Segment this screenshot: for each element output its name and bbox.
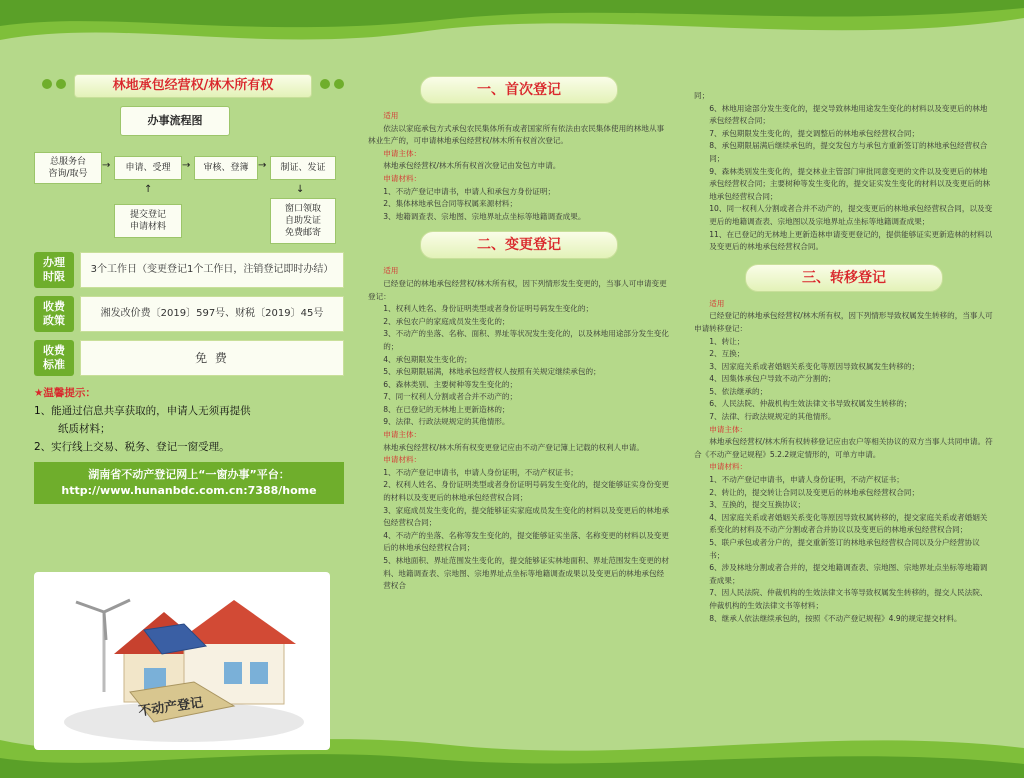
right-column [694, 90, 994, 625]
list-item: 1、不动产登记申请书，申请人和承包方身份证明； [383, 186, 556, 196]
paragraph: 林地承包经营权/林木所有权转移登记应由农户等相关协议的双方当事人共同申请。符合《不动产登记规程》5.2.2规定情形的，可单方申请。 [694, 437, 993, 459]
tips-line: 纸质材料； [58, 423, 111, 435]
list-item: 8、继承人依法继续承包的，按照《不动产登记规程》4.9的规定提交材料。 [709, 613, 962, 623]
section-title-first: 一、首次登记 [420, 76, 618, 104]
list-item: 2、转让的，提交转让合同以及变更后的林地承包经营权合同； [709, 487, 920, 497]
decor-dot [334, 79, 344, 89]
portal-title: 湖南省不动产登记网上“一窗办事”平台： [88, 468, 290, 481]
tips-title: ★温馨提示： [34, 387, 96, 399]
flow-title: 办事流程图 [120, 106, 230, 136]
subject-label: 申请主体： [383, 148, 422, 158]
list-item: 5、林地面积、界址范围发生变化的，提交能够证实林地面积、界址范围发生变更的材料、地籍调查表、宗地图、宗地界址点坐标等地籍调查成果以及变更后的林地承包经营权合 [383, 556, 669, 591]
main-title [34, 72, 344, 98]
main-title-text: 林地承包经营权/林木所有权 [74, 74, 312, 98]
info-value: 湘发改价费〔2019〕597号、财税〔2019〕45号 [80, 296, 344, 332]
portal-banner [34, 462, 344, 504]
list-item: 9、森林类别发生变化的，提交林业主管部门审批同意变更的文件以及变更后的林地承包经营权合同；主要树种等发生变化的，提交证实发生变化的材料以及变更后的林地承包经营权合同； [709, 166, 991, 201]
paragraph: 已经登记的林地承包经营权/林木所有权，因下列情形发生变更的，当事人可申请变更登记： [368, 278, 667, 301]
arrow-right-icon: → [182, 160, 191, 171]
info-row-time [34, 252, 344, 290]
list-item: 2、承包农户的家庭成员发生变化的； [383, 316, 510, 326]
paragraph: 已经登记的林地承包经营权/林木所有权，因下列情形导致权属发生转移的，当事人可申请转移登记： [694, 311, 993, 333]
info-label: 办理 时限 [34, 252, 74, 288]
list-item: 3、家庭成员发生变化的，提交能够证实家庭成员发生变化的材料以及变更后的林地承包经营权合同； [383, 505, 669, 528]
list-item: 5、承包期限届满，林地承包经营权人按照有关规定继续承包的； [383, 367, 601, 377]
tips-block [34, 384, 344, 456]
materials-label: 申请材料： [709, 462, 748, 472]
list-item: 7、承包期限发生变化的，提交调整后的林地承包经营权合同； [709, 128, 920, 138]
list-item: 9、法律、行政法规规定的其他情形。 [383, 417, 510, 427]
paragraph: 林地承包经营权/林木所有权首次登记由发包方申请。 [383, 161, 561, 171]
arrow-right-icon: → [102, 160, 111, 171]
flow-step-pickup: 窗口领取 自助发证 免费邮寄 [270, 198, 336, 244]
flow-step-review: 审核、登簿 [194, 156, 258, 180]
top-wave-decoration [0, 0, 1024, 60]
decor-dot [56, 79, 66, 89]
list-item: 4、因家庭关系或者婚姻关系变化等原因导致权属转移的，提交家庭关系或者婚姻关系变化的材料及不动产分割或者合并协议以及变更后的林地承包经营权合同； [709, 512, 988, 535]
section-title-second: 二、变更登记 [420, 231, 618, 259]
scope-label: 适用 [709, 298, 725, 308]
arrow-right-icon: → [258, 160, 267, 171]
list-item: 3、不动产的坐落、名称、面积、界址等状况发生变化的，以及林地用途部分发生变化的； [383, 329, 669, 351]
photo-caption: 不动产登记 [137, 695, 205, 720]
list-item: 6、林地用途部分发生变化的，提交导致林地用途发生变化的材料以及变更后的林地承包经营权合同； [709, 103, 988, 126]
list-item: 4、承包期限发生变化的； [383, 354, 472, 364]
tips-line: 1、能通过信息共享获取的，申请人无须再提供 [34, 405, 251, 417]
info-row-fee [34, 340, 344, 378]
list-item: 2、权利人姓名、身份证明类型或者身份证明号码发生变化的，提交能够证实身份变更的材料以及变更后的林地承包经营权合同； [383, 480, 669, 503]
process-flowchart [34, 104, 344, 252]
materials-label: 申请材料： [383, 455, 422, 465]
flow-step-submit: 提交登记 申请材料 [114, 204, 182, 238]
list-item: 5、依法继承的； [709, 386, 768, 396]
list-item: 6、人民法院、仲裁机构生效法律文书导致权属发生转移的； [709, 399, 912, 409]
info-label: 收费 政策 [34, 296, 74, 332]
flow-step-hall: 总服务台 咨询/取号 [34, 152, 102, 184]
paragraph: 林地承包经营权/林木所有权变更登记应由不动产登记簿上记载的权利人申请。 [383, 442, 644, 452]
list-item: 1、权利人姓名、身份证明类型或者身份证明号码发生变化的； [383, 304, 594, 314]
list-item: 1、不动产登记申请书，申请人身份证明，不动产权证书； [383, 467, 578, 477]
list-item: 7、同一权利人分割或者合并不动产的； [383, 392, 518, 402]
middle-column [368, 76, 670, 593]
list-item: 5、联户承包或者分户的，提交重新签订的林地承包经营权合同以及分户经营协议书； [709, 538, 980, 560]
list-item: 11、在已登记的无林地上更新造林申请变更登记的，提供能够证实更新造林的材料以及变更后的林地承包经营权合同。 [709, 229, 993, 252]
decor-dot [320, 79, 330, 89]
subject-label: 申请主体： [383, 430, 422, 440]
list-item: 10、同一权利人分割或者合并不动产的，提交变更后的林地承包经营权合同，以及变更后的地籍调查表、宗地图以及宗地界址点坐标等地籍调查成果； [709, 204, 993, 226]
scope-label: 适用 [383, 266, 399, 276]
materials-label: 申请材料： [383, 173, 422, 183]
list-item: 7、法律、行政法规规定的其他情形。 [709, 412, 836, 422]
list-item: 2、互换； [709, 349, 745, 359]
info-label: 收费 标准 [34, 340, 74, 376]
list-item: 8、承包期限届满后继续承包的，提交发包方与承包方重新签订的林地承包经营权合同； [709, 141, 988, 163]
info-value: 免 费 [80, 340, 344, 376]
list-item: 3、因家庭关系或者婚姻关系变化等原因导致权属发生转移的； [709, 361, 920, 371]
arrow-down-icon: ↓ [296, 184, 305, 195]
house-illustration [34, 572, 330, 750]
decor-dot [42, 79, 52, 89]
info-value: 3个工作日（变更登记1个工作日，注销登记即时办结） [80, 252, 344, 288]
paragraph: 依法以家庭承包方式承包农民集体所有或者国家所有依法由农民集体使用的林地从事林业生产的，可申请林地承包经营权/林木所有权首次登记。 [368, 123, 665, 146]
arrow-up-icon: ↑ [144, 184, 153, 195]
list-item: 4、不动产的坐落、名称等发生变化的，提交能够证实坐落、名称变更的材料以及变更后的林地承包经营权合同； [383, 530, 669, 553]
subject-label: 申请主体： [709, 424, 748, 434]
list-item: 1、不动产登记申请书，申请人身份证明，不动产权证书； [709, 475, 904, 485]
list-item: 6、森林类别、主要树种等发生变化的； [383, 379, 518, 389]
list-item: 2、集体林地承包合同等权属来源材料； [383, 199, 518, 209]
list-item: 1、转让； [709, 336, 745, 346]
list-item: 3、互换的，提交互换协议； [709, 500, 806, 510]
list-item: 4、因集体承包户导致不动产分割的； [709, 374, 836, 384]
list-item: 6、涉及林地分割或者合并的，提交地籍调查表、宗地图、宗地界址点坐标等地籍调查成果； [709, 563, 988, 585]
list-item: 3、地籍调查表、宗地图、宗地界址点坐标等地籍调查成果。 [383, 211, 586, 221]
list-item: 8、在已登记的无林地上更新造林的； [383, 404, 510, 414]
info-row-policy [34, 296, 344, 334]
house-image [34, 572, 330, 750]
portal-url[interactable]: http://www.hunanbdc.com.cn:7388/home [61, 484, 317, 497]
list-item: 同； [694, 91, 710, 100]
flow-step-apply: 申请、受理 [114, 156, 182, 180]
list-item: 7、因人民法院、仲裁机构的生效法律文书等导致权属发生转移的，提交人民法院、仲裁机构的生效法律文书等材料； [709, 588, 988, 610]
section-title-third: 三、转移登记 [745, 264, 943, 292]
scope-label: 适用 [383, 111, 399, 120]
tips-line: 2、实行线上交易、税务、登记一窗受理。 [34, 441, 230, 453]
left-column [34, 72, 344, 504]
flow-step-issue: 制证、发证 [270, 156, 336, 180]
